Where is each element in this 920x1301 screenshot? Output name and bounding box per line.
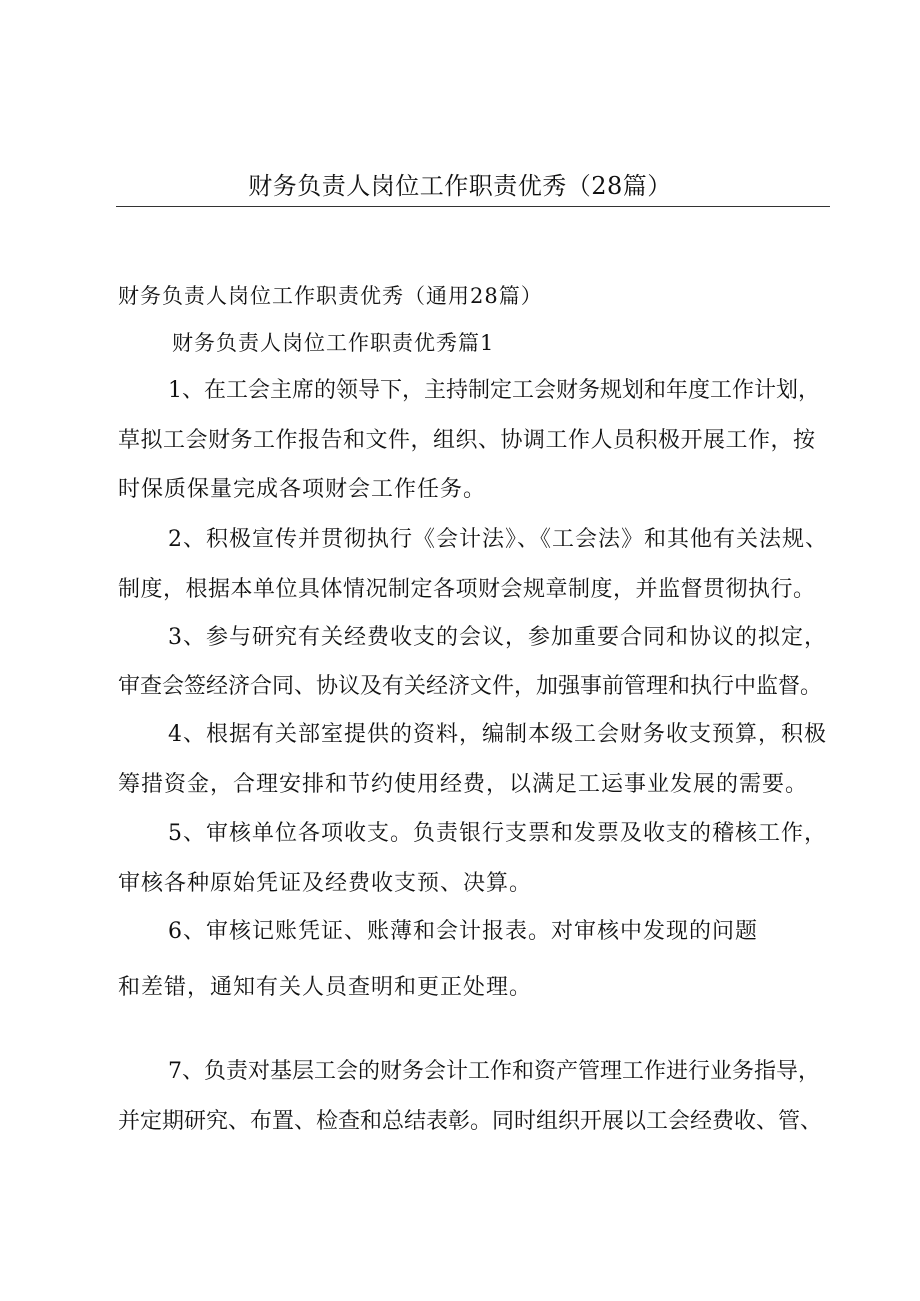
- paragraph-3-line-2: 审查会签经济合同、协议及有关经济文件，加强事前管理和执行中监督。: [118, 674, 823, 699]
- paragraph-1-line-2: 草拟工会财务工作报告和文件，组织、协调工作人员积极开展工作，按: [118, 428, 816, 453]
- document-subtitle: 财务负责人岗位工作职责优秀（通用28篇）: [118, 284, 543, 308]
- document-title: 财务负责人岗位工作职责优秀（28篇）: [248, 172, 672, 200]
- paragraph-4-line-1: 4、根据有关部室提供的资料，编制本级工会财务收支预算，积极: [168, 722, 827, 747]
- paragraph-5-line-2: 审核各种原始凭证及经费收支预、决算。: [118, 871, 533, 896]
- paragraph-4-line-2: 筹措资金，合理安排和节约使用经费，以满足工运事业发展的需要。: [118, 772, 809, 797]
- paragraph-2-line-2: 制度，根据本单位具体情况制定各项财会规章制度，并监督贯彻执行。: [118, 577, 816, 602]
- chapter-heading: 财务负责人岗位工作职责优秀篇1: [172, 331, 495, 355]
- paragraph-1-line-1: 1、在工会主席的领导下，主持制定工会财务规划和年度工作计划，: [168, 378, 820, 403]
- paragraph-7-line-1: 7、负责对基层工会的财务会计工作和资产管理工作进行业务指导，: [168, 1059, 820, 1084]
- paragraph-7-line-2: 并定期研究、布置、检查和总结表彰。同时组织开展以工会经费收、管、: [118, 1109, 823, 1134]
- paragraph-5-line-1: 5、审核单位各项收支。负责银行支票和发票及收支的稽核工作，: [168, 821, 827, 846]
- title-underline: [116, 206, 830, 207]
- paragraph-1-line-3: 时保质保量完成各项财会工作任务。: [118, 477, 487, 502]
- paragraph-3-line-1: 3、参与研究有关经费收支的会议，参加重要合同和协议的拟定，: [168, 625, 827, 650]
- paragraph-6-line-2: 和差错，通知有关人员查明和更正处理。: [118, 975, 533, 1000]
- paragraph-2-line-1: 2、积极宣传并贯彻执行《会计法》、《工会法》和其他有关法规、: [168, 527, 828, 552]
- paragraph-6-line-1: 6、审核记账凭证、账薄和会计报表。对审核中发现的问题: [168, 919, 758, 944]
